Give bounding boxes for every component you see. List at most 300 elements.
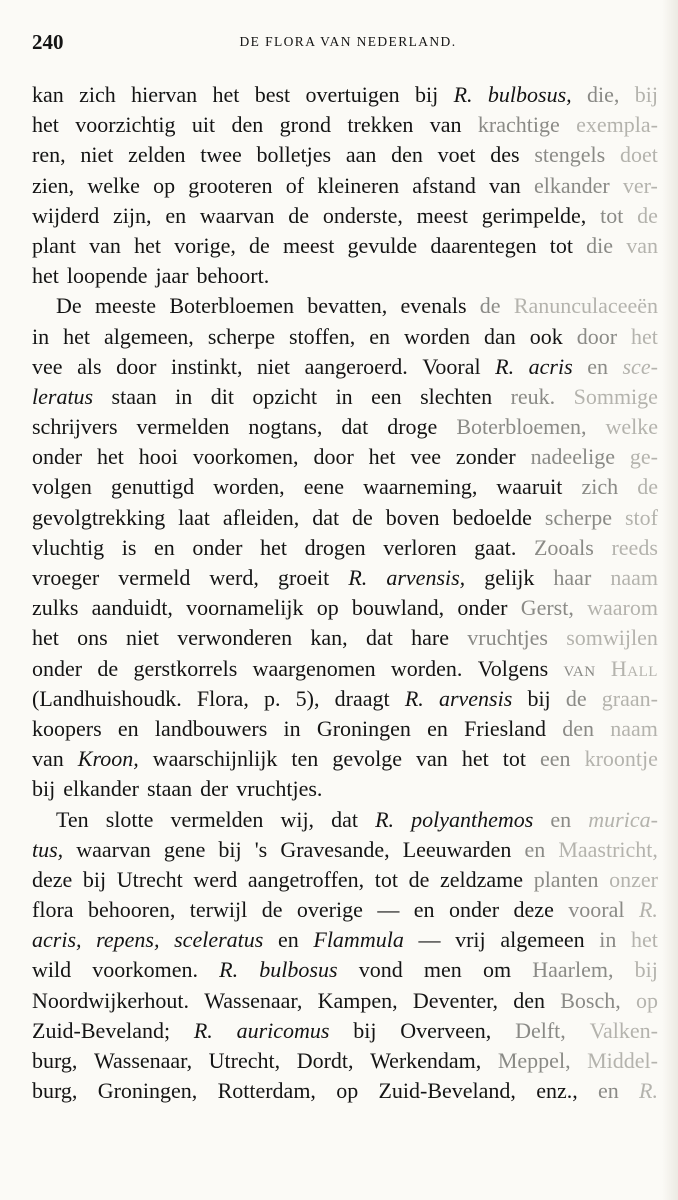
word: van	[429, 112, 462, 138]
word: —	[418, 927, 441, 953]
word: het	[631, 323, 658, 349]
word: R.	[495, 353, 515, 379]
word: Wassenaar,	[93, 1048, 193, 1073]
text-line	[32, 231, 658, 261]
word: niet	[257, 353, 291, 379]
word: Delft,	[515, 1017, 566, 1043]
word: Kroon,	[77, 746, 139, 772]
word: onder	[192, 534, 243, 560]
word: gerstkorrels	[133, 655, 238, 681]
word: het	[32, 112, 59, 138]
word: hare	[411, 625, 449, 651]
word: kleineren	[317, 172, 400, 198]
word: behoort.	[196, 263, 270, 289]
text-line	[32, 201, 658, 231]
word: bij	[414, 82, 439, 107]
word: het	[461, 746, 489, 772]
word: die	[586, 232, 614, 258]
word: het	[32, 625, 59, 651]
text-line	[32, 563, 658, 593]
word: werd	[193, 866, 238, 892]
word: vorige,	[174, 232, 236, 258]
word: scherpe	[207, 323, 275, 349]
word: vroeger	[32, 565, 100, 590]
word: op	[316, 595, 339, 621]
word: ge-	[629, 444, 658, 470]
word: evenals	[400, 293, 467, 319]
word: tus,	[32, 836, 64, 862]
word: R.	[639, 1078, 658, 1104]
word: en	[550, 806, 572, 832]
word: gerimpelde,	[481, 202, 587, 228]
word: somwijlen	[566, 625, 658, 651]
word: Ten	[56, 806, 89, 832]
word: tot	[549, 232, 573, 258]
word: meeste	[94, 293, 157, 319]
word: op	[336, 1078, 359, 1104]
word: tot	[374, 866, 399, 892]
word: de	[637, 202, 658, 228]
word: R.	[375, 806, 395, 832]
text-line	[32, 623, 658, 653]
word: opzicht	[252, 383, 318, 409]
word: des	[490, 142, 520, 168]
word: grond	[279, 112, 331, 138]
word: om	[482, 957, 512, 983]
word: en	[154, 534, 175, 560]
word: niet	[80, 142, 114, 168]
word: het	[134, 232, 161, 258]
word: Maastricht,	[558, 836, 658, 862]
word: waargenomen	[252, 655, 376, 681]
body-text	[32, 80, 658, 1106]
word: polyanthemos	[411, 806, 534, 832]
text-line	[32, 805, 658, 835]
text-line	[32, 503, 658, 533]
word: waarschijnlijk	[152, 746, 278, 772]
word: vrij	[455, 927, 486, 953]
word: en	[598, 1078, 619, 1104]
word: Dordt,	[296, 1048, 354, 1073]
word: Utrecht	[116, 866, 183, 892]
word: krachtige	[477, 112, 560, 138]
word: is	[121, 534, 137, 560]
word: acris	[528, 353, 573, 379]
text-line	[32, 412, 658, 442]
word: dat	[365, 625, 393, 651]
word: en	[524, 836, 546, 862]
page-header	[32, 30, 654, 60]
word: stengels	[534, 142, 606, 168]
word: verwonderen	[177, 625, 293, 651]
word: Rotterdam,	[217, 1078, 316, 1104]
word: slotte	[105, 806, 154, 832]
word: afleiden,	[222, 504, 300, 530]
word: flora	[32, 897, 74, 923]
text-line	[32, 291, 658, 321]
word: en	[587, 353, 608, 379]
word: —	[377, 897, 400, 923]
word: meest	[282, 232, 335, 258]
word: Ranunculaceeën	[513, 293, 658, 319]
word: door	[116, 353, 157, 379]
word: Volgens	[477, 655, 549, 681]
text-line	[32, 472, 658, 502]
word: bulbosus	[259, 957, 338, 983]
word: Deventer,	[412, 987, 499, 1013]
word: doet	[619, 142, 658, 168]
word: ren,	[32, 142, 66, 168]
word: wij,	[280, 806, 315, 832]
word: jaar	[155, 263, 189, 289]
word: ook	[529, 323, 563, 349]
word: instinkt,	[170, 353, 243, 379]
word: boven	[385, 504, 440, 530]
word: Haarlem,	[532, 957, 614, 983]
word: Hall	[610, 655, 658, 681]
word: scherpe	[544, 504, 613, 530]
word: welke	[87, 172, 140, 198]
word: den	[391, 142, 423, 168]
word: verloren	[383, 534, 457, 560]
word: op	[153, 172, 176, 198]
word: bolletjes	[256, 142, 332, 168]
word: Gravesande,	[280, 836, 390, 862]
text-line	[32, 80, 658, 110]
word: wijderd	[32, 202, 100, 228]
word: sceleratus	[174, 927, 264, 953]
word: een	[540, 746, 571, 772]
text-line	[32, 714, 658, 744]
text-line	[32, 895, 658, 925]
word: vermeld	[118, 565, 191, 590]
word: bij	[634, 957, 658, 983]
text-line	[32, 744, 658, 774]
word: bulbosus,	[487, 82, 572, 107]
text-line	[32, 140, 658, 170]
word: de	[637, 474, 658, 500]
word: nogtans,	[248, 414, 323, 440]
text-line	[32, 955, 658, 985]
word: reeds	[611, 534, 658, 560]
word: algemeen,	[104, 323, 194, 349]
word: Valken-	[589, 1017, 658, 1043]
word: uit	[191, 112, 216, 138]
text-line	[32, 986, 658, 1016]
word: naam	[610, 715, 658, 741]
word: gevolge	[332, 746, 402, 772]
word: bij	[82, 866, 107, 892]
word: Flora,	[196, 685, 249, 711]
word: de	[249, 232, 270, 258]
word: trekken	[347, 112, 414, 138]
word: van	[416, 746, 448, 772]
word: schrijvers	[32, 414, 118, 440]
word: bij	[32, 776, 56, 802]
word: in	[283, 715, 301, 741]
word: dat	[341, 414, 369, 440]
word: loopende	[66, 263, 148, 289]
word: Groningen	[316, 715, 411, 741]
word: waaruit	[496, 474, 563, 500]
word: staan	[146, 776, 193, 802]
word: sce-	[622, 353, 658, 379]
text-line	[32, 654, 658, 684]
word: arvensis,	[386, 565, 466, 590]
text-line	[32, 1046, 658, 1076]
word: best	[254, 82, 291, 107]
text-line	[32, 261, 658, 291]
word: der	[200, 776, 229, 802]
word: in	[599, 927, 617, 953]
word: Zuid-Beveland;	[32, 1017, 171, 1043]
word: het	[63, 323, 91, 349]
word: groeit	[277, 565, 330, 590]
word: het	[368, 444, 396, 470]
word: grooteren	[188, 172, 273, 198]
word: (Landhuishoudk.	[32, 685, 182, 711]
word: voorkomen.	[92, 957, 198, 983]
text-line	[32, 442, 658, 472]
word: tot	[502, 746, 526, 772]
word: p.	[264, 685, 281, 711]
running-title: DE FLORA VAN NEDERLAND.	[239, 34, 457, 49]
word: zijn,	[113, 202, 152, 228]
word: van	[626, 232, 658, 258]
word: burg,	[32, 1048, 78, 1073]
word: acris,	[32, 927, 82, 953]
text-line	[32, 352, 658, 382]
word: onderste,	[322, 202, 403, 228]
text-line	[32, 865, 658, 895]
word: en	[413, 897, 435, 923]
word: de	[479, 293, 501, 319]
word: Wassenaar,	[204, 987, 303, 1013]
word: elkander	[63, 776, 139, 802]
word: eene	[303, 474, 345, 500]
word: naam	[610, 565, 658, 590]
word: Gerst,	[520, 595, 574, 621]
word: het	[97, 444, 124, 470]
word: voorzichtig	[75, 112, 176, 138]
word: haar	[553, 565, 592, 590]
word: zich	[581, 474, 619, 500]
word: Friesland	[464, 715, 547, 741]
word: exempla-	[576, 112, 658, 138]
word: de	[408, 866, 430, 892]
word: onder	[457, 595, 508, 621]
word: R.	[193, 1017, 213, 1043]
word: vooral	[568, 897, 625, 923]
word: 's	[254, 836, 268, 862]
word: Boterbloemen	[169, 293, 294, 319]
word: nadeelige	[530, 444, 615, 470]
word: waarvan	[76, 836, 151, 862]
word: Meppel,	[497, 1048, 571, 1073]
word: draagt	[334, 685, 390, 711]
word: waarneming,	[363, 474, 478, 500]
word: waarom	[587, 595, 658, 621]
word: Boterbloemen,	[456, 414, 587, 440]
word: algemeen	[500, 927, 585, 953]
word: aangetroffen,	[247, 866, 365, 892]
text-line	[32, 1076, 658, 1106]
word: door	[313, 444, 354, 470]
word: R.	[453, 82, 473, 107]
word: auricomus	[236, 1017, 330, 1043]
text-line	[32, 322, 658, 352]
word: en	[369, 323, 390, 349]
word: zich	[79, 82, 116, 107]
text-line	[32, 533, 658, 563]
word: Bosch,	[560, 987, 621, 1013]
word: Overveen,	[400, 1017, 492, 1043]
word: bij	[527, 685, 551, 711]
word: gevulde	[347, 232, 418, 258]
word: hiervan	[131, 82, 198, 107]
word: of	[285, 172, 305, 198]
word: Leeuwarden	[402, 836, 512, 862]
word: bouwland,	[351, 595, 445, 621]
word: Kampen,	[317, 987, 398, 1013]
word: aangeroerd.	[304, 353, 408, 379]
word: bij	[634, 82, 658, 107]
word: gelijk	[484, 565, 535, 590]
word: waarvan	[199, 202, 275, 228]
word: in	[175, 383, 193, 409]
word: Sommige	[573, 383, 658, 409]
word: het	[260, 534, 287, 560]
word: een	[371, 383, 402, 409]
word: koopers	[32, 715, 102, 741]
word: repens,	[96, 927, 160, 953]
word: welke	[605, 414, 658, 440]
word: zonder	[455, 444, 516, 470]
word: de	[565, 685, 587, 711]
word: genuttigd	[110, 474, 195, 500]
word: tot	[600, 202, 624, 228]
word: en	[427, 715, 448, 741]
word: ver-	[622, 172, 658, 198]
word: droge	[387, 414, 438, 440]
text-line	[32, 171, 658, 201]
word: Vooral	[422, 353, 481, 379]
text-line	[32, 110, 658, 140]
word: kroontje	[584, 746, 658, 772]
word: het	[631, 927, 658, 953]
word: worden	[403, 323, 470, 349]
word: ons	[77, 625, 108, 651]
word: dat	[331, 806, 359, 832]
word: deze	[32, 866, 73, 892]
word: zelden	[128, 142, 186, 168]
word: den	[231, 112, 264, 138]
word: door	[576, 323, 618, 349]
word: als	[77, 353, 102, 379]
text-line	[32, 684, 658, 714]
text-line	[32, 774, 658, 804]
word: R.	[348, 565, 368, 590]
word: twee	[200, 142, 242, 168]
word: vee	[410, 444, 441, 470]
word: die,	[587, 82, 620, 107]
word: bevatten,	[307, 293, 388, 319]
word: burg,	[32, 1078, 78, 1104]
text-line	[32, 1016, 658, 1046]
word: onder	[32, 655, 83, 681]
word: kan	[32, 82, 64, 107]
word: gaat.	[474, 534, 517, 560]
word: van	[489, 172, 521, 198]
word: arvensis	[438, 685, 513, 711]
word: vluchtig	[32, 534, 105, 560]
word: Werkendam,	[370, 1048, 482, 1073]
word: niet	[126, 625, 160, 651]
word: Zooals	[533, 534, 594, 560]
word: deze	[513, 897, 554, 923]
word: enz.,	[536, 1078, 578, 1104]
word: R.	[219, 957, 239, 983]
word: den	[513, 987, 546, 1013]
word: laat	[178, 504, 210, 530]
word: de	[288, 202, 309, 228]
word: De	[56, 293, 82, 319]
word: voet	[437, 142, 476, 168]
word: Noordwijkerhout.	[32, 987, 190, 1013]
word: op	[635, 987, 658, 1013]
word: onder	[449, 897, 500, 923]
word: en	[277, 927, 299, 953]
word: vruchtjes.	[236, 776, 323, 802]
word: daarentegen	[430, 232, 537, 258]
word: in	[335, 383, 353, 409]
word: aan	[345, 142, 377, 168]
word: bij	[218, 836, 242, 862]
word: Flammula	[313, 927, 404, 953]
word: planten	[533, 866, 599, 892]
word: onzer	[609, 866, 658, 892]
word: R.	[404, 685, 424, 711]
word: in	[32, 323, 50, 349]
word: vermelden	[170, 806, 264, 832]
word: slechten	[420, 383, 493, 409]
word: gevolgtrekking	[32, 504, 166, 530]
word: werd,	[209, 565, 259, 590]
word: vermelden	[136, 414, 230, 440]
word: het	[212, 82, 240, 107]
word: men	[423, 957, 462, 983]
word: zeldzame	[440, 866, 524, 892]
word: 5),	[295, 685, 320, 711]
word: onder	[32, 444, 83, 470]
word: van	[89, 232, 121, 258]
word: leratus	[32, 383, 94, 409]
word: worden,	[213, 474, 285, 500]
word: staan	[111, 383, 157, 409]
word: zulks	[32, 595, 79, 621]
text-line	[32, 593, 658, 623]
word: gene	[163, 836, 206, 862]
word: de	[352, 504, 373, 530]
word: vruchtjes	[467, 625, 548, 651]
word: overtuigen	[305, 82, 400, 107]
word: den	[562, 715, 595, 741]
text-line	[32, 925, 658, 955]
word: en	[165, 202, 187, 228]
word: de	[97, 655, 119, 681]
word: graan-	[601, 685, 658, 711]
word: kan,	[310, 625, 348, 651]
